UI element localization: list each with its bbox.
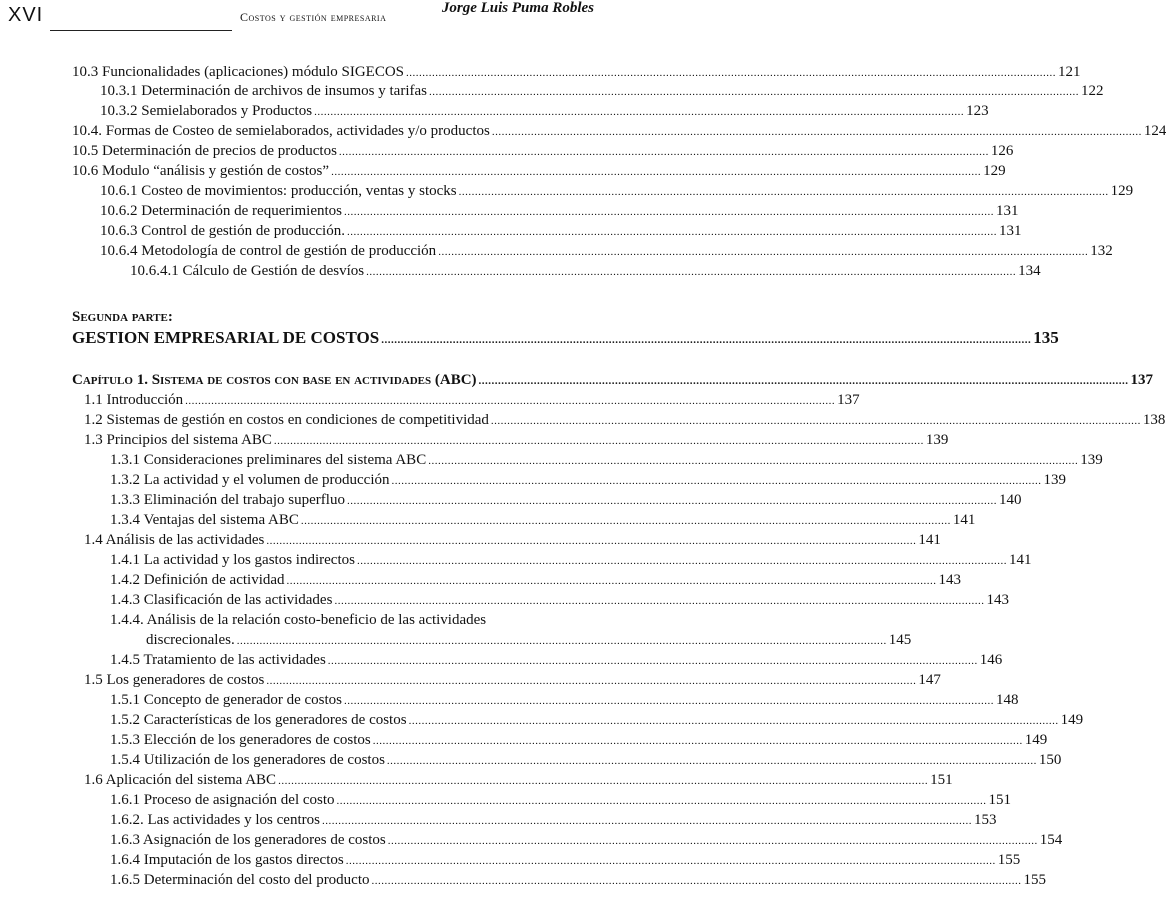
toc-entry: 10.6.4 Metodología de control de gestión de producción ........................................................................................................................................................................................................ 132 — [100, 243, 1113, 259]
toc-entry: 1.4.2 Definición de actividad ........................................................................................................................................................................................................ 143 — [110, 572, 962, 588]
dot-leader: ........................................................................................................................................................................................................ — [266, 535, 917, 547]
dot-leader: ........................................................................................................................................................................................................ — [429, 86, 1079, 98]
dot-leader: ........................................................................................................................................................................................................ — [345, 855, 996, 867]
dot-leader: ........................................................................................................................................................................................................ — [386, 755, 1037, 767]
dot-leader: ........................................................................................................................................................................................................ — [273, 435, 924, 447]
dot-leader: ........................................................................................................................................................................................................ — [314, 106, 965, 118]
dot-leader: ........................................................................................................................................................................................................ — [346, 495, 997, 507]
part-title-entry: GESTION EMPRESARIAL DE COSTOS ........................................................................................................................................................................................................ 135 — [72, 328, 1059, 347]
dot-leader: ........................................................................................................................................................................................................ — [185, 395, 836, 407]
dot-leader: ........................................................................................................................................................................................................ — [478, 375, 1129, 387]
page-number: XVI — [8, 4, 44, 26]
dot-leader: ........................................................................................................................................................................................................ — [338, 146, 989, 158]
toc-entry: 1.4.1 La actividad y los gastos indirectos ........................................................................................................................................................................................................ 141 — [110, 552, 1032, 568]
toc-entry: 1.5.2 Características de los generadores de costos ........................................................................................................................................................................................................ 149 — [110, 712, 1084, 728]
dot-leader: ........................................................................................................................................................................................................ — [387, 835, 1038, 847]
part-label: Segunda parte: — [72, 309, 173, 325]
dot-leader: ........................................................................................................................................................................................................ — [344, 695, 995, 707]
dot-leader: ........................................................................................................................................................................................................ — [438, 246, 1089, 258]
dot-leader: ........................................................................................................................................................................................................ — [490, 415, 1141, 427]
header-rule — [50, 30, 232, 31]
dot-leader: ........................................................................................................................................................................................................ — [371, 875, 1022, 887]
toc-entry: 10.3 Funcionalidades (aplicaciones) módulo SIGECOS ........................................................................................................................................................................................................ 121 — [72, 64, 1081, 80]
dot-leader: ........................................................................................................................................................................................................ — [286, 575, 937, 587]
toc-entry: 10.6.2 Determinación de requerimientos ........................................................................................................................................................................................................ 131 — [100, 203, 1019, 219]
running-author: Jorge Luis Puma Robles — [441, 0, 594, 16]
dot-leader: ........................................................................................................................................................................................................ — [266, 675, 917, 687]
toc-entry: 1.2 Sistemas de gestión en costos en condiciones de competitividad ........................................................................................................................................................................................................ 138 — [84, 412, 1166, 428]
toc-entry: 1.5.1 Concepto de generador de costos ........................................................................................................................................................................................................ 148 — [110, 692, 1019, 708]
toc-entry: 10.5 Determinación de precios de productos ........................................................................................................................................................................................................ 126 — [72, 143, 1014, 159]
toc-entry: 1.5 Los generadores de costos ........................................................................................................................................................................................................ 147 — [84, 672, 941, 688]
dot-leader: ........................................................................................................................................................................................................ — [406, 67, 1057, 79]
toc-entry: 1.3.1 Consideraciones preliminares del sistema ABC ........................................................................................................................................................................................................ 139 — [110, 452, 1103, 468]
dot-leader: ........................................................................................................................................................................................................ — [321, 815, 972, 827]
toc-entry: 1.3.3 Eliminación del trabajo superfluo ........................................................................................................................................................................................................ 140 — [110, 492, 1022, 508]
dot-leader: ........................................................................................................................................................................................................ — [428, 455, 1079, 467]
toc-entry: 1.5.3 Elección de los generadores de costos ........................................................................................................................................................................................................ 149 — [110, 732, 1048, 748]
dot-leader: ........................................................................................................................................................................................................ — [356, 555, 1007, 567]
toc-entry: 1.6.1 Proceso de asignación del costo ........................................................................................................................................................................................................ 151 — [110, 792, 1012, 808]
toc-entry: 1.6.4 Imputación de los gastos directos ........................................................................................................................................................................................................ 155 — [110, 852, 1021, 868]
dot-leader: ........................................................................................................................................................................................................ — [491, 126, 1142, 138]
toc-entry: 10.6.4.1 Cálculo de Gestión de desvíos ........................................................................................................................................................................................................ 134 — [130, 263, 1041, 279]
toc-entry: 10.3.1 Determinación de archivos de insumos y tarifas ........................................................................................................................................................................................................ 122 — [100, 83, 1104, 99]
toc-entry: 10.6.3 Control de gestión de producción. ........................................................................................................................................................................................................ 131 — [100, 223, 1022, 239]
dot-leader: ........................................................................................................................................................................................................ — [336, 795, 987, 807]
toc-entry: 10.3.2 Semielaborados y Productos ........................................................................................................................................................................................................ 123 — [100, 103, 989, 119]
toc-entry: 1.3 Principios del sistema ABC ........................................................................................................................................................................................................ 139 — [84, 432, 949, 448]
dot-leader: ........................................................................................................................................................................................................ — [278, 775, 929, 787]
dot-leader: ........................................................................................................................................................................................................ — [327, 655, 978, 667]
dot-leader: ........................................................................................................................................................................................................ — [331, 166, 982, 178]
toc-entry: 1.3.2 La actividad y el volumen de producción ........................................................................................................................................................................................................ 139 — [110, 472, 1066, 488]
toc-entry: discrecionales. ........................................................................................................................................................................................................ 145 — [146, 632, 912, 648]
toc-entry: 1.1 Introducción ........................................................................................................................................................................................................ 137 — [84, 392, 860, 408]
toc-entry: 1.6.5 Determinación del costo del producto ........................................................................................................................................................................................................ 155 — [110, 872, 1047, 888]
dot-leader: ........................................................................................................................................................................................................ — [344, 206, 995, 218]
toc-entry: 1.5.4 Utilización de los generadores de costos ........................................................................................................................................................................................................ 150 — [110, 752, 1062, 768]
dot-leader: ........................................................................................................................................................................................................ — [346, 226, 997, 238]
dot-leader: ........................................................................................................................................................................................................ — [334, 595, 985, 607]
dot-leader: ........................................................................................................................................................................................................ — [391, 475, 1042, 487]
toc-entry: 1.4.5 Tratamiento de las actividades ........................................................................................................................................................................................................ 146 — [110, 652, 1003, 668]
toc-entry: 10.6 Modulo “análisis y gestión de costos” ........................................................................................................................................................................................................ 129 — [72, 163, 1006, 179]
dot-leader: ........................................................................................................................................................................................................ — [458, 186, 1109, 198]
toc-entry: 1.4 Análisis de las actividades ........................................................................................................................................................................................................ 141 — [84, 532, 941, 548]
dot-leader: ........................................................................................................................................................................................................ — [366, 266, 1017, 278]
toc-entry: 10.6.1 Costeo de movimientos: producción, ventas y stocks ........................................................................................................................................................................................................ 129 — [100, 183, 1134, 199]
dot-leader: ........................................................................................................................................................................................................ — [300, 515, 951, 527]
dot-leader: ........................................................................................................................................................................................................ — [236, 635, 887, 647]
toc-entry: 1.6.2. Las actividades y los centros ........................................................................................................................................................................................................ 153 — [110, 812, 997, 828]
toc-entry: 1.6.3 Asignación de los generadores de costos ........................................................................................................................................................................................................ 154 — [110, 832, 1063, 848]
dot-leader: ........................................................................................................................................................................................................ — [381, 334, 1032, 346]
toc-entry: 1.4.3 Clasificación de las actividades ........................................................................................................................................................................................................ 143 — [110, 592, 1009, 608]
toc-entry: 10.4. Formas de Costeo de semielaborados, actividades y/o productos ........................................................................................................................................................................................................ 124 — [72, 123, 1166, 139]
running-book-title: Costos y gestión empresaria — [240, 10, 387, 24]
toc-entry: 1.3.4 Ventajas del sistema ABC ........................................................................................................................................................................................................ 141 — [110, 512, 976, 528]
dot-leader: ........................................................................................................................................................................................................ — [372, 735, 1023, 747]
toc-entry-first-line: 1.4.4. Análisis de la relación costo-beneficio de las actividades — [110, 612, 487, 628]
toc-entry: 1.6 Aplicación del sistema ABC ........................................................................................................................................................................................................ 151 — [84, 772, 953, 788]
page-header — [0, 0, 600, 36]
chapter-title-entry: Capítulo 1. Sistema de costos con base en actividades (ABC) ........................................................................................................................................................................................................ 137 — [72, 372, 1154, 388]
dot-leader: ........................................................................................................................................................................................................ — [408, 715, 1059, 727]
